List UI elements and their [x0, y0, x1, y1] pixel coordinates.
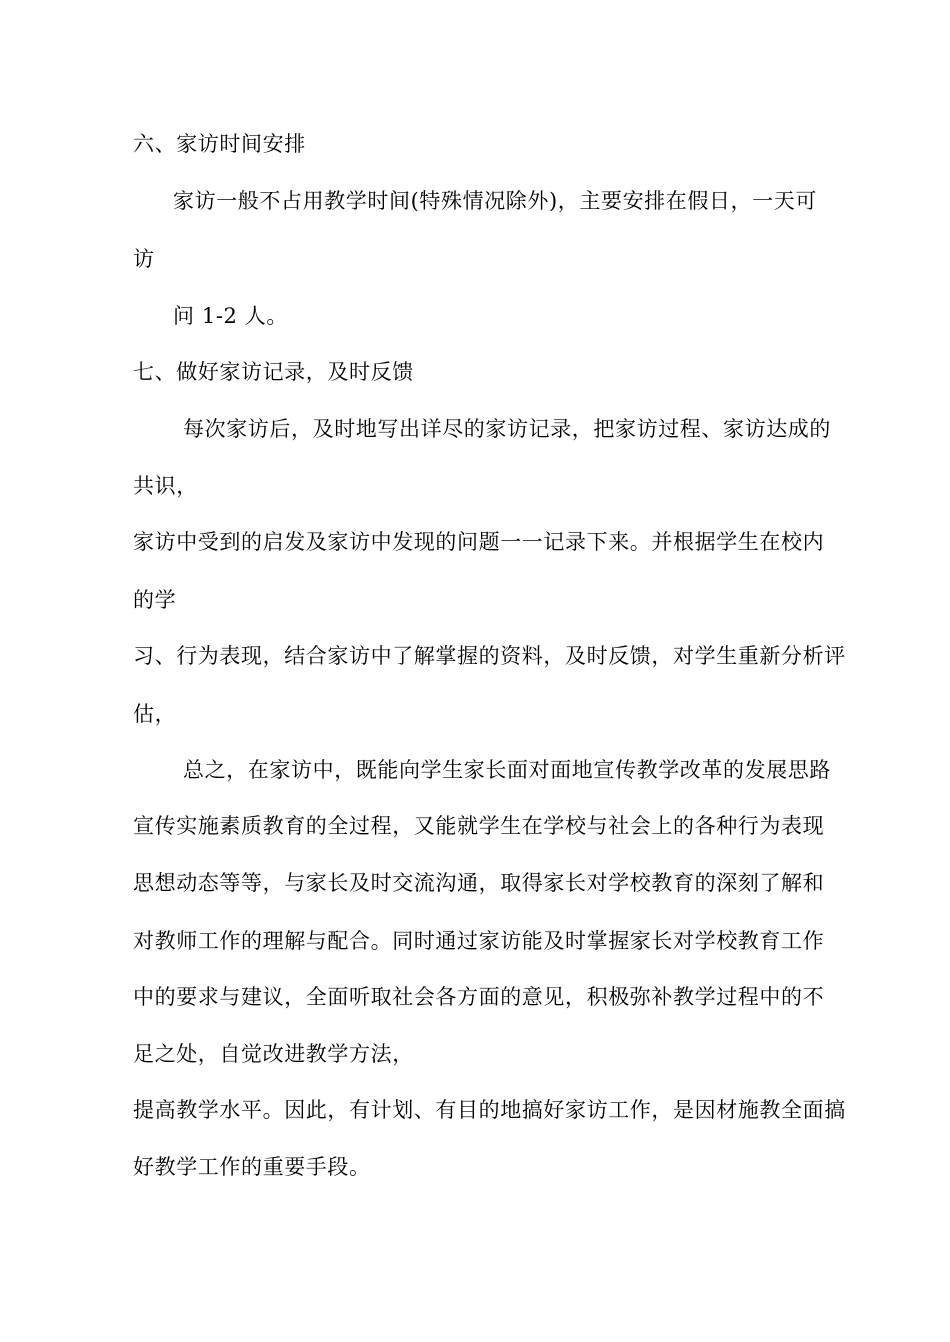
section-heading-6: 六、家访时间安排	[133, 132, 306, 156]
paragraph-line: 提高教学水平。因此，有计划、有目的地搞好家访工作，是因材施教全面搞	[133, 1098, 846, 1122]
paragraph-line: 问 1-2 人。	[173, 304, 288, 328]
paragraph-line: 中的要求与建议，全面听取社会各方面的意见，积极弥补教学过程中的不	[133, 985, 825, 1009]
paragraph-line: 习、行为表现，结合家访中了解掌握的资料，及时反馈，对学生重新分析评	[133, 644, 846, 668]
paragraph-line: 家访中受到的启发及家访中发现的问题一一记录下来。并根据学生在校内	[133, 530, 825, 554]
paragraph-line: 估，	[133, 702, 177, 726]
section-heading-7: 七、做好家访记录，及时反馈	[133, 360, 414, 384]
paragraph-line: 足之处，自觉改进教学方法，	[133, 1042, 414, 1066]
paragraph-line: 每次家访后，及时地写出详尽的家访记录，把家访过程、家访达成的	[183, 417, 831, 441]
paragraph-line: 对教师工作的理解与配合。同时通过家访能及时掌握家长对学校教育工作	[133, 929, 825, 953]
paragraph-line: 家访一般不占用教学时间(特殊情况除外)，主要安排在假日，一天可	[173, 189, 817, 213]
paragraph-line: 访	[133, 247, 155, 271]
paragraph-line: 宣传实施素质教育的全过程，又能就学生在学校与社会上的各种行为表现	[133, 814, 825, 838]
paragraph-line: 的学	[133, 588, 177, 612]
paragraph-line: 思想动态等等，与家长及时交流沟通，取得家长对学校教育的深刻了解和	[133, 871, 825, 895]
paragraph-line: 总之，在家访中，既能向学生家长面对面地宣传教学改革的发展思路	[183, 758, 831, 782]
paragraph-line: 好教学工作的重要手段。	[133, 1155, 371, 1179]
paragraph-line: 共识，	[133, 474, 198, 498]
